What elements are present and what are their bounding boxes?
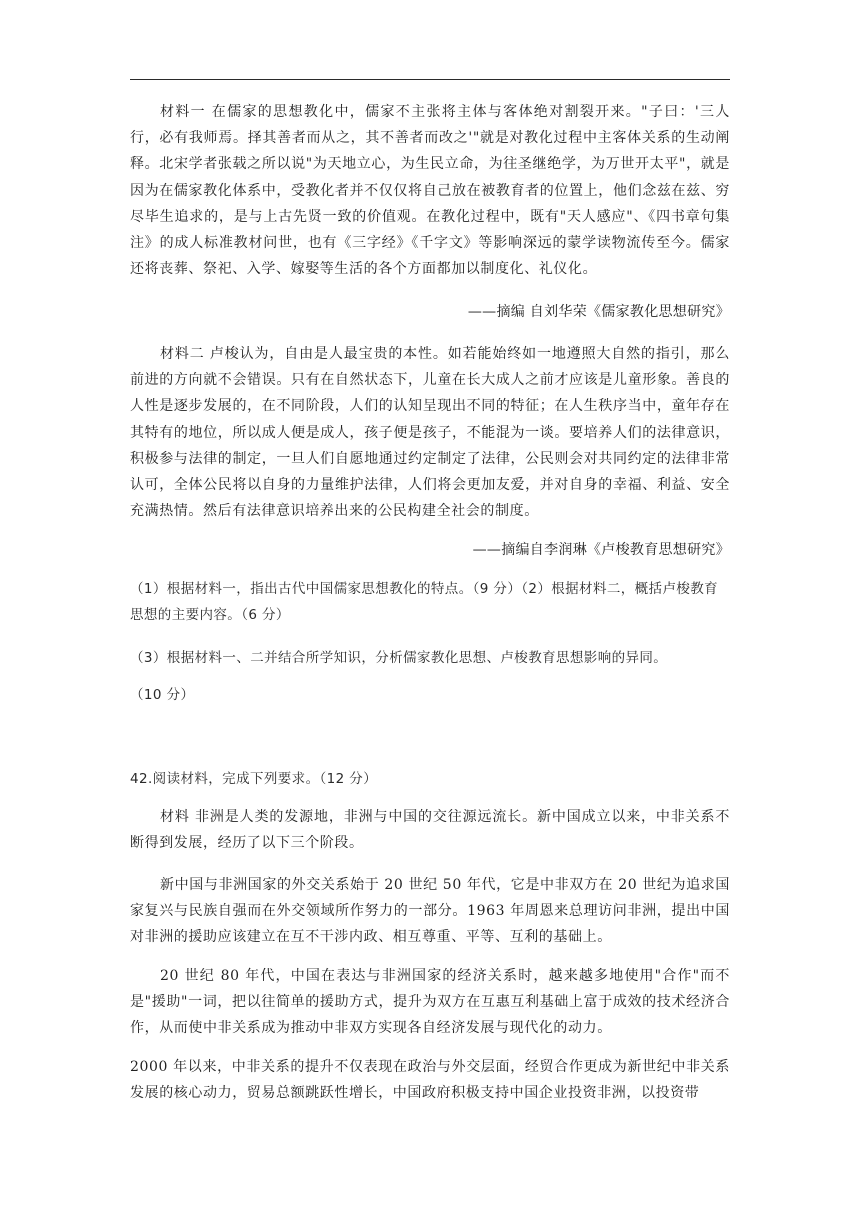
material-2-text: 材料二 卢梭认为，自由是人最宝贵的本性。如若能始终如一地遵照大自然的指引，那么前进的方向就不会错误。只有在自然状态下，儿童在长大成人之前才应该是儿童形象。善良的人性是逐步发展的，在不同阶段，人们的认知呈现出不同的特征；在人生秩序当中，童年存在其特有的地位，所以成人便是成人，孩子便是孩子，不能混为一谈。要培养人们的法律意识，积极参与法律的制定，一旦人们自愿地通过约定制定了法律，公民则会对共同约定的法律非常认可，全体公民将以自身的力量维护法律，人们将会更加友爱，并对自身的幸福、利益、安全充满热情。然后有法律意识培养出来的公民构建全社会的制度。 bbox=[130, 346, 730, 520]
question-42-stage-3: 2000 年以来，中非关系的提升不仅表现在政治与外交层面，经贸合作更成为新世纪中非关系发展的核心动力，贸易总额跳跃性增长，中国政府积极支持中国企业投资非洲，以投资带 bbox=[130, 1059, 730, 1102]
material-2-source: ——摘编自李润琳《卢梭教育思想研究》 bbox=[472, 542, 730, 558]
question-42-stage-2: 20 世纪 80 年代，中国在表达与非洲国家的经济关系时，越来越多地使用"合作"而不是"援助"一词，把以往简单的援助方式，提升为双方在互惠互利基础上富于成效的技术经济合作，从而使中非关系成为推动中非双方实现各自经济发展与现代化的动力。 bbox=[130, 968, 730, 1037]
question-42-material-intro: 材料 非洲是人类的发源地，非洲与中国的交往源远流长。新中国成立以来，中非关系不断得到发展，经历了以下三个阶段。 bbox=[130, 809, 730, 852]
question-42-heading: 42.阅读材料，完成下列要求。（12 分） bbox=[130, 771, 378, 787]
question-3-score: （10 分） bbox=[130, 687, 195, 703]
header-rule bbox=[130, 79, 730, 80]
question-3: （3）根据材料一、二并结合所学知识，分析儒家教化思想、卢梭教育思想影响的异同。 bbox=[130, 650, 668, 666]
question-1-2: （1）根据材料一，指出古代中国儒家思想教化的特点。（9 分）（2）根据材料二，概括卢梭教育思想的主要内容。（6 分） bbox=[130, 581, 719, 623]
question-42-stage-1: 新中国与非洲国家的外交关系始于 20 世纪 50 年代，它是中非双方在 20 世纪为追求国家复兴与民族自强而在外交领域所作努力的一部分。1963 年周恩来总理访问非洲，提出中国对非洲的援助应该建立在互不干涉内政、相互尊重、平等、互利的基础上。 bbox=[130, 877, 730, 946]
material-1-source: ——摘编 自刘华荣《儒家教化思想研究》 bbox=[467, 304, 730, 320]
material-1-text: 材料一 在儒家的思想教化中，儒家不主张将主体与客体绝对割裂开来。"子曰：'三人行，必有我师焉。择其善者而从之，其不善者而改之'"就是对教化过程中主客体关系的生动阐释。北宋学者张载之所以说"为天地立心，为生民立命，为往圣继绝学，为万世开太平"，就是因为在儒家教化体系中，受教化者并不仅仅将自己放在被教育者的位置上，他们念兹在兹、穷尽毕生追求的，是与上古先贤一致的价值观。在教化过程中，既有"天人感应"、《四书章句集注》的成人标准教材问世，也有《三字经》《千字文》等影响深远的蒙学读物流传至今。儒家还将丧葬、祭祀、入学、嫁娶等生活的各个方面都加以制度化、礼仪化。 bbox=[130, 104, 730, 278]
